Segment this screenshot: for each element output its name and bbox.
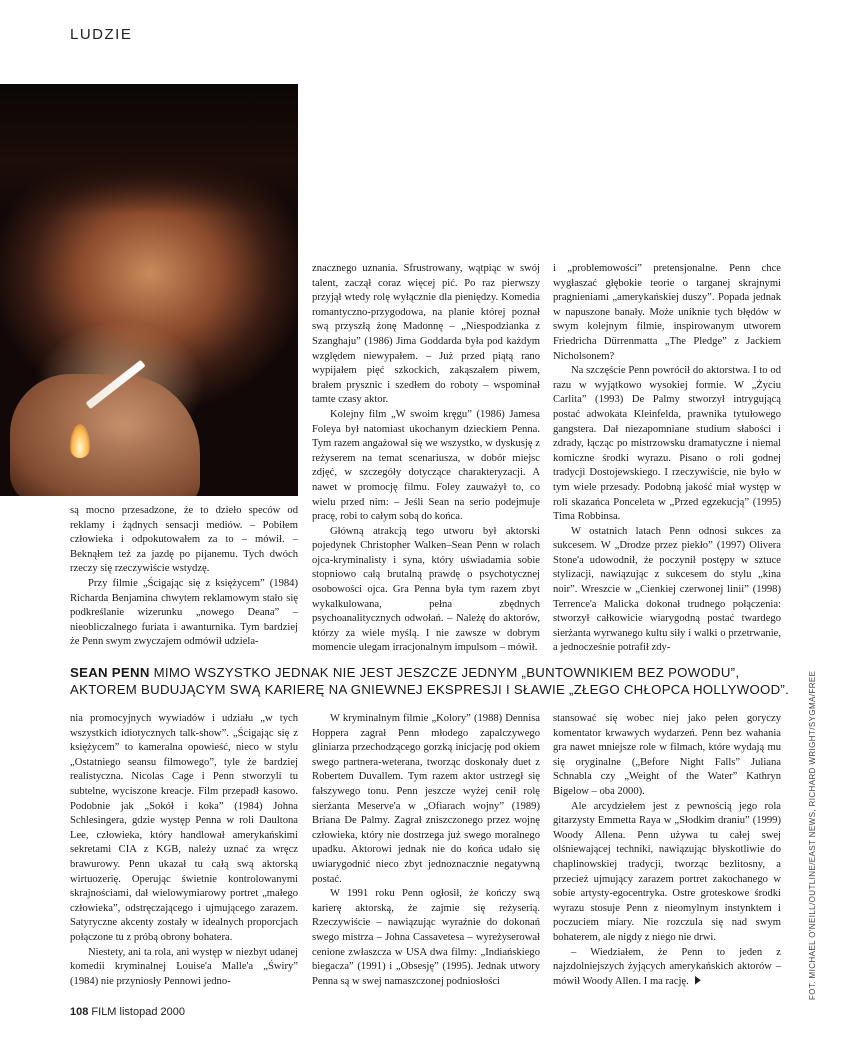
paragraph: i „problemowości” pretensjonalne. Penn chce wygłaszać głębokie teorie o targanej skrajnymi pragnieniami „amerykańskiej duszy”. Popada jednak w napuszone banały. Może uniknie tych błędów w swym kolejnym filmie, inspirowanym utworem Friedricha Dürrenmatta „The Pledge” z Jackiem Nicholsonem? [553,263,781,362]
pull-quote-text: MIMO WSZYSTKO JEDNAK NIE JEST JESZCZE JEDNYM „BUNTOWNIKIEM BEZ POWODU”, AKTOREM BUDUJĄCYM SWĄ KARIERĘ NA GNIEWNEJ EKSPRESJI I SŁAWIE „ZŁEGO CHŁOPCA HOLLYWOOD”. [70,665,790,697]
column-bottom-middle [312,712,540,989]
paragraph: nia promocyjnych wywiadów i udziału „w tych wszystkich idiotycznych talk-show”. „Ścigając się z księżycem” to kameralna opowieść, nieco w stylu „Ostatniego seansu filmowego”, tyle że bardziej realistyczna. Nicolas Cage i Penn stworzyli tu subtelne, wyciszone kreacje. Film przepadł kasowo. Podobnie jak „Sokół i koka” (1984) Johna Schlesingera, gdzie występ Penna w roli Daultona Lee, człowieka, który handlował amerykańskimi sekretami CIA z KGB, należy uznać za wręcz brawurowy. Penn ukazał tu całą swą aktorską wirtuozerię. Operując świetnie kontrolowanymi skrajnościami, dał wielowymiarowy portret „małego człowieka”, odstręczającego i ujmującego zarazem. Satyryczne akcenty zostały w idealnych proporcjach połączone tu z próbą obrony bohatera. [70,713,298,943]
end-of-article-mark [695,976,701,985]
paragraph: stansować się wobec niej jako pełen goryczy komentator krwawych wydarzeń. Penn bez wahania gra nawet mniejsze role w filmach, które wydają mu się oryginalne („Before Night Falls” Juliana Schnabla czy „Weight of the Water” Kathryn Bigelow – oba 2000). [553,713,781,797]
paragraph: Niestety, ani ta rola, ani występ w niezbyt udanej komedii kryminalnej Louise'a Malle'a „Świry” (1984) nie przyniosły Pennowi jedno- [70,946,298,987]
magazine-issue: FILM listopad 2000 [88,1006,185,1018]
paragraph: Kolejny film „W swoim kręgu” (1986) Jamesa Foleya był natomiast ukochanym dzieckiem Penna. Tym razem angażował się we wszystko, w dyskusję z reżyserem na temat scenariusza, w dobór miejsc zdjęć, w szczegóły dotyczące charakteryzacji. A nawet w promocję filmu. Foley zauważył to, co wielu przed nim: – Jeśli Sean na serio podejmuje pracę, robi to całym sobą do końca. [312,408,540,523]
column-bottom-left [70,712,298,989]
section-label: LUDZIE [70,26,133,43]
paragraph: Przy filmie „Ścigając się z księżycem” (1984) Richarda Benjamina chwytem reklamowym stało się podkreślanie wizerunku „nowego Deana” – nieobliczalnego furiata i awanturnika. Tym bardziej że Penn swym zwyczajem odmówił udziela- [70,577,298,648]
page-number: 108 [70,1006,89,1018]
pull-quote-name: SEAN PENN [70,665,150,680]
column-top-left [70,504,298,650]
column-top-right [553,262,781,656]
photo-shadow [0,84,298,214]
paragraph: są mocno przesadzone, że to dzieło speców od reklamy i żądnych sensacji mediów. – Pobiłem człowieka i odpokutowałem za to – mówił. – Beknąłem też za jazdę po pijanemu. Tych dwóch rzeczy się rzeczywiście wstydzę. [70,505,298,575]
paragraph: W kryminalnym filmie „Kolory” (1988) Dennisa Hoppera zagrał Penn młodego zapalczywego gliniarza przechodzącego gorzką inicjację pod okiem swego partnera-weterana, tworząc doskonały duet z Robertem Duvallem. Tym razem aktor ustrzegł się fałszywego tonu. Penn jeszcze wyżej cenił rolę sierżanta Meserve'a w „Ofiarach wojny” (1989) Briana De Palmy. Zagrał zniszczonego przez wojnę człowieka, który nie dostrzega już swego moralnego upadku. Aktorowi jednak nie do końca udało się uwiarygodnić nieco zbyt jednoznacznie negatywną postać. [312,713,540,885]
paragraph: W ostatnich latach Penn odnosi sukces za sukcesem. W „Drodze przez piekło” (1997) Olivera Stone'a udowodnił, że poczynił postępy w sztuce stylizacji, nawiązując z sukcesem do stylu „kina noir”. Wreszcie w „Cienkiej czerwonej linii” (1998) Terrence'a Malicka dokonał trudnego połączenia: stworzył całkowicie wiarygodną postać twardego sierżanta wyrwanego kultu siły i walki o przetrwanie, a jednocześnie potrafił zdy- [553,525,781,654]
column-bottom-right [553,712,781,989]
column-top-middle [312,262,540,656]
paragraph: – Wiedziałem, że Penn to jeden z najzdolniejszych żyjących amerykańskich aktorów – mówił Woody Allen. I ma rację. [553,946,781,987]
page-footer [70,1006,185,1018]
paragraph: Na szczęście Penn powrócił do aktorstwa. I to od razu w wyjątkowo wysokiej formie. W „Życiu Carlita” (1993) De Palmy stworzył intrygującą postać adwokata Kleinfelda, prawnika tytułowego gangstera. Dał niezapomniane studium słabości i zdrady, łącząc po mistrzowsku dramatyczne i niemal komiczne środki wyrazu. Pisano o roli godnej tradycji Dostojewskiego. I rzeczywiście, nie było w tym wiele przesady. Podobną jakość miał występ w roli skazańca Ponceleta w „Przed egzekucją” (1995) Tima Robbinsa. [553,365,781,523]
pull-quote [70,664,790,698]
paragraph: W 1991 roku Penn ogłosił, że kończy swą karierę aktorską, że zajmie się reżyserią. Rzeczywiście – nawiązując wyraźnie do dokonań swego mistrza – Johna Cassavetesa – wyreżyserował cenione zwłaszcza w USA dwa filmy: „Indiańskiego biegacza” (1991) i „Obsesję” (1995). Jednak utwory Penna są w swej namaszczonej podniosłości [312,888,540,987]
paragraph: Ale arcydziełem jest z pewnością jego rola gitarzysty Emmetta Raya w „Słodkim draniu” (1999) Woody Allena. Penn używa tu całej swej olśniewającej techniki, nawiązując błyskotliwie do chaplinowskiej tradycji, tworząc bezlitosny, a przecież ujmujący zarazem portret zakochanego w sobie artysty-egocentryka. Ostre groteskowe środki wyrazu stosuje Penn z nieomylnym instynktem i poczuciem miary. Nie rozczula się nad swym bohaterem, ale nigdy z niego nie drwi. [553,800,781,943]
portrait-photo [0,84,298,496]
paragraph: Główną atrakcją tego utworu był aktorski pojedynek Christopher Walken–Sean Penn w rolach ojca-kryminalisty i syna, który uświadamia sobie stopniowo całą brutalną prawdę o psychotycznej osobowości ojca. Gra Penna była tym razem zbyt wykalkulowana, pełna zbędnych psychoanalitycznych odwołań. – Należę do aktorów, którzy za wiele myślą. I nie zawsze w dobrym momencie ulegam irracjonalnym impulsom – mówił. [312,525,540,654]
paragraph: znacznego uznania. Sfrustrowany, wątpiąc w swój talent, zaczął coraz więcej pić. Po raz pierwszy przyjął wtedy rolę wyłącznie dla pieniędzy. Komedia romantyczno-przygodowa, na planie której poznał swą przyszłą żonę Madonnę – „Niespodzianka z Szanghaju” (1986) Jima Goddarda była pod każdym względem niewypałem. – Już przed piątą rano wypijałem pięć szkockich, zakąszałem piwem, brałem prysznic i szedłem do roboty – wspominał tamte czasy aktor. [312,263,540,406]
photo-credit: FOT. MICHAEL O'NEILL/OUTLINE/EAST NEWS, RICHARD WRIGHT/SYGMA/FREE [808,670,817,1000]
